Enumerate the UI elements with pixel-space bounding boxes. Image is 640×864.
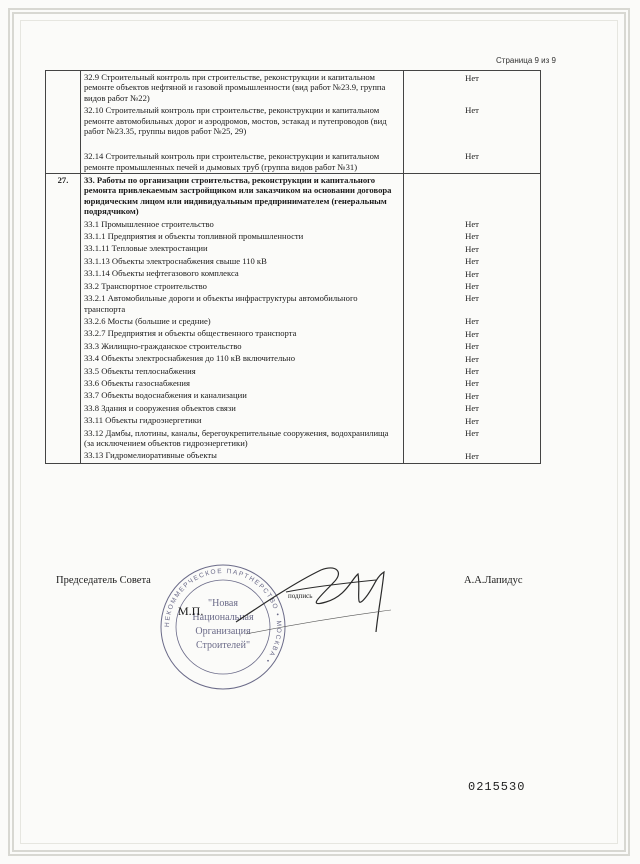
list-item: 33.3 Жилищно-гражданское строительство bbox=[84, 340, 242, 351]
list-item-value: Нет bbox=[465, 268, 479, 279]
list-item: 33.4 Объекты электроснабжения до 110 кВ включительно bbox=[84, 353, 296, 364]
list-item: 33.13 Гидромелиоративные объекты bbox=[84, 450, 217, 461]
mp-label: М.П. bbox=[178, 604, 204, 618]
list-item-value: Нет bbox=[465, 427, 479, 438]
table-row bbox=[46, 174, 541, 464]
list-item: 33.1.1 Предприятия и объекты топливной промышленности bbox=[84, 231, 304, 242]
value-list bbox=[407, 218, 537, 462]
list-item-value: Нет bbox=[465, 281, 479, 292]
serial-number: 0215530 bbox=[468, 780, 526, 794]
list-item-value: Нет bbox=[465, 378, 479, 389]
list-item-value: Нет bbox=[465, 415, 479, 426]
list-item-value: Нет bbox=[465, 316, 479, 327]
list-item-value: Нет bbox=[465, 450, 479, 461]
list-item-value: Нет bbox=[465, 341, 479, 352]
list-item: 32.9 Строительный контроль при строительстве, реконструкции и капитальном ремонте объектов нефтяной и газовой промышленности (вид работ №23.9, группа видов работ №22) bbox=[84, 72, 386, 103]
list-item: 33.1.13 Объекты электроснабжения свыше 110 кВ bbox=[84, 255, 267, 266]
list-item: 33.5 Объекты теплоснабжения bbox=[84, 365, 196, 376]
svg-text:Строителей": Строителей" bbox=[195, 640, 251, 651]
list-item-value: Нет bbox=[465, 256, 479, 267]
list-item: 33.1.14 Объекты нефтегазового комплекса bbox=[84, 268, 239, 279]
svg-text:НЕКОММЕРЧЕСКОЕ ПАРТНЕРСТВО • М: НЕКОММЕРЧЕСКОЕ ПАРТНЕРСТВО • МОСКВА • bbox=[163, 567, 283, 665]
table-row bbox=[46, 71, 541, 174]
list-item-value: Нет bbox=[465, 293, 479, 304]
list-item: 33.1 Промышленное строительство bbox=[84, 218, 214, 229]
svg-text:Организация: Организация bbox=[195, 626, 251, 637]
signature-label: подпись bbox=[288, 592, 313, 600]
list-item: 33.2.6 Мосты (большие и средние) bbox=[84, 315, 211, 326]
list-item-value: Нет bbox=[465, 219, 479, 230]
row-number bbox=[46, 71, 81, 174]
list-item-value: Нет bbox=[465, 403, 479, 414]
row-description bbox=[81, 71, 404, 174]
row-values bbox=[404, 71, 541, 174]
list-item: 32.14 Строительный контроль при строительстве, реконструкции и капитальном ремонте промышленных печей и дымовых труб (группа видов работ №31) bbox=[84, 151, 380, 172]
list-item: 33.6 Объекты газоснабжения bbox=[84, 377, 190, 388]
list-item: 33.8 Здания и сооружения объектов связи bbox=[84, 402, 236, 413]
list-item: 33.2 Транспортное строительство bbox=[84, 280, 207, 291]
list-item-value: Нет bbox=[465, 353, 479, 364]
list-item-value: Нет bbox=[465, 328, 479, 339]
list-item-value: Нет bbox=[465, 231, 479, 242]
chairman-label: Председатель Совета bbox=[56, 575, 151, 586]
list-item: 32.10 Строительный контроль при строительстве, реконструкции и капитальном ремонте автомобильных дорог и аэродромов, мостов, эстакад и путепроводов (вид работ №23.35, группы видов работ №25, 29) bbox=[84, 105, 387, 137]
list-item: 33.7 Объекты водоснабжения и канализации bbox=[84, 390, 247, 401]
list-item: 33.2.1 Автомобильные дороги и объекты инфраструктуры автомобильного транспорта bbox=[84, 293, 358, 314]
row-number: 27. bbox=[46, 174, 81, 464]
list-item-value: Нет bbox=[465, 365, 479, 376]
list-item-value: Нет bbox=[465, 105, 479, 115]
section-heading: 33. Работы по организации строительства, реконструкции и капитального ремонта привлекаемым застройщиком или заказчиком на основании договора юридическим лицом или индивидуальным предпринимателем (генеральным подрядчиком) bbox=[84, 175, 392, 217]
list-item-value: Нет bbox=[465, 73, 479, 83]
row-values bbox=[404, 174, 541, 464]
list-item-value: Нет bbox=[465, 151, 479, 161]
signatory-name: А.А.Лапидус bbox=[464, 575, 523, 586]
list-item-value: Нет bbox=[465, 243, 479, 254]
list-item: 33.2.7 Предприятия и объекты общественного транспорта bbox=[84, 328, 297, 339]
list-item: 33.11 Объекты гидроэнергетики bbox=[84, 415, 202, 426]
permits-table bbox=[45, 70, 541, 464]
list-item: 33.12 Дамбы, плотины, каналы, берегоукрепительные сооружения, водохранилища (за исключением объектов гидроэнергетики) bbox=[84, 427, 389, 448]
page-number: Страница 9 из 9 bbox=[496, 56, 556, 65]
list-item-value: Нет bbox=[465, 390, 479, 401]
svg-text:"Новая: "Новая bbox=[208, 598, 238, 609]
item-list bbox=[84, 218, 400, 462]
list-item: 33.1.11 Тепловые электростанции bbox=[84, 243, 208, 254]
row-description bbox=[81, 174, 404, 464]
svg-text:Национальная: Национальная bbox=[192, 612, 254, 623]
